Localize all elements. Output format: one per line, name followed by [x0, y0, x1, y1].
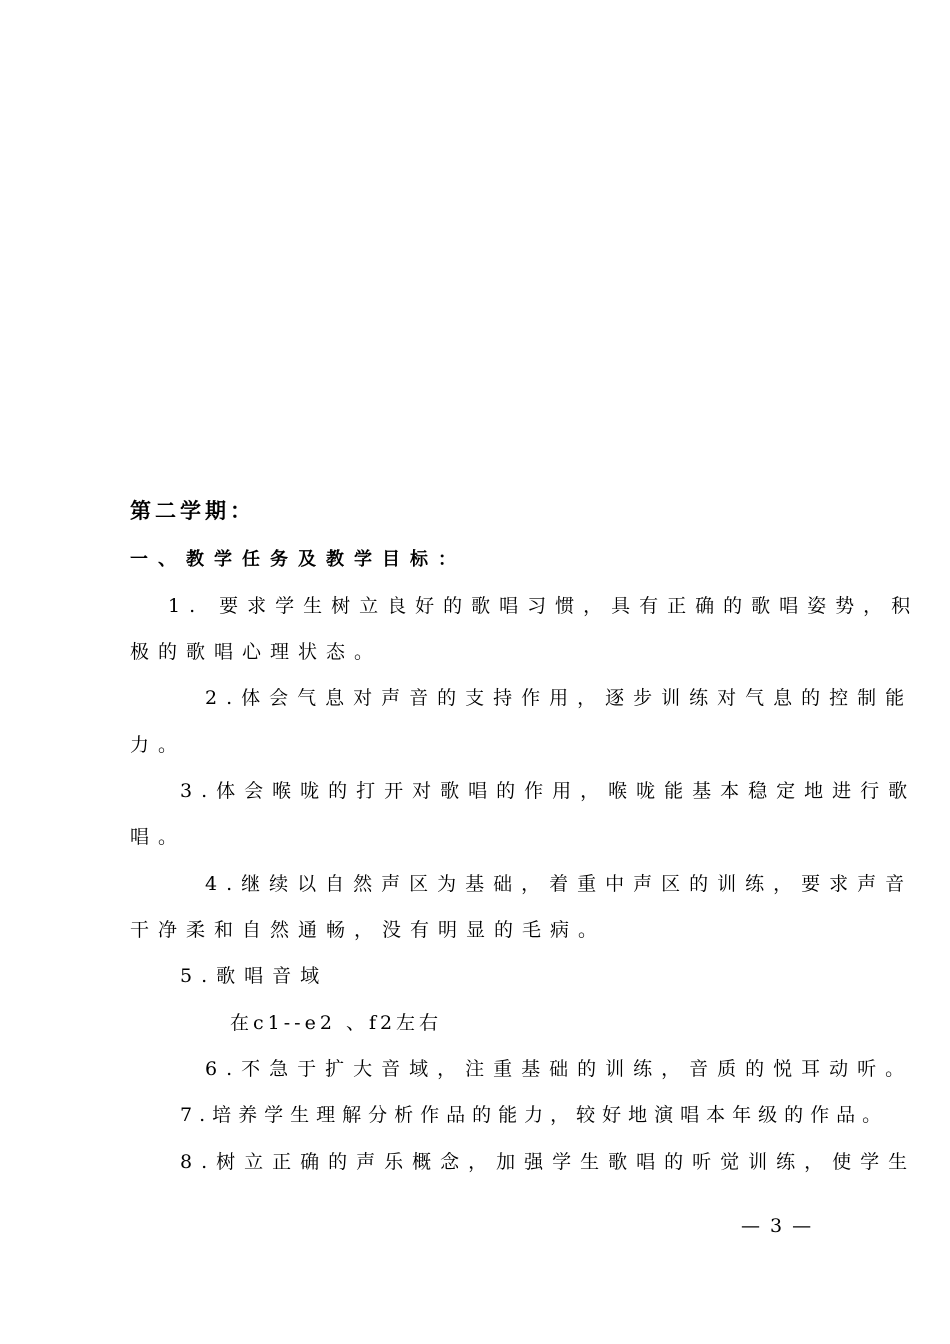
paragraph-line: 6.不急于扩大音域，注重基础的训练，音质的悦耳动听。: [205, 1058, 914, 1080]
section-heading: 一、教学任务及教学目标：: [130, 549, 466, 570]
paragraph-line: 4.继续以自然声区为基础，着重中声区的训练，要求声音: [205, 873, 914, 895]
paragraph-line: 7.培养学生理解分析作品的能力，较好地演唱本年级的作品。: [180, 1104, 889, 1126]
paragraph-line: 唱。: [130, 826, 187, 848]
semester-title: 第二学期：: [130, 498, 255, 523]
paragraph-line: 干净柔和自然通畅，没有明显的毛病。: [130, 919, 607, 941]
paragraph-line: 力。: [130, 734, 187, 756]
paragraph-line: 8.树立正确的声乐概念，加强学生歌唱的听觉训练，使学生: [180, 1151, 917, 1173]
paragraph-line: 在c1--e2 、f2左右: [230, 1012, 443, 1034]
paragraph-line: 5.歌唱音域: [180, 965, 329, 987]
paragraph-line: 1. 要求学生树立良好的歌唱习惯，具有正确的歌唱姿势，积: [168, 595, 920, 617]
page-number: — 3 —: [741, 1215, 814, 1237]
paragraph-line: 2.体会气息对声音的支持作用，逐步训练对气息的控制能: [205, 687, 914, 709]
paragraph-line: 极的歌唱心理状态。: [130, 641, 383, 663]
paragraph-line: 3.体会喉咙的打开对歌唱的作用，喉咙能基本稳定地进行歌: [180, 780, 917, 802]
